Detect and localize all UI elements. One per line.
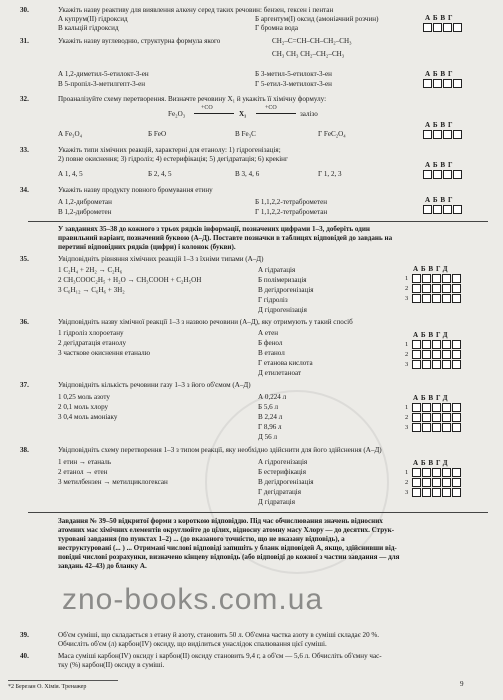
watermark: zno-books.com.ua — [62, 583, 324, 616]
answer-cell[interactable] — [412, 340, 421, 349]
q32-number: 32. — [20, 95, 29, 103]
answer-cell[interactable] — [422, 468, 431, 477]
answer-cell[interactable] — [422, 360, 431, 369]
q32-option-a: А Fe₃O₄ — [58, 130, 83, 138]
q36-right-e: Д етилетаноат — [258, 369, 302, 377]
answer-cell[interactable] — [442, 413, 451, 422]
answer-cell[interactable] — [412, 468, 421, 477]
answer-cell[interactable] — [422, 423, 431, 432]
grid-row-number: 1 — [405, 468, 409, 476]
grid-row-number: 1 — [405, 274, 409, 282]
q40-text: Маса суміші карбон(IV) оксиду і карбон(ІІ) оксиду становить 9,4 г, а об'єм — 5,6 л. Обчисліть об'ємну час- — [58, 652, 382, 660]
q39-text: Об'єм суміші, що складається з етану й азоту, становить 50 л. Об'ємна частка азоту в суміші складає 20 %. — [58, 631, 380, 639]
q36-left-3: 3 часткове окиснення етаналю — [58, 349, 150, 357]
q33-option-b: Б 2, 4, 5 — [148, 170, 172, 178]
q36-left-1: 1 гідроліз хлороетану — [58, 329, 124, 337]
q31-formula-line2: CH₃ CH₃ CH₂–CH₂–CH₃ — [272, 50, 345, 58]
q32-option-d: Г FeC₂O₄ — [318, 130, 346, 138]
answer-cell[interactable] — [422, 488, 431, 497]
grid-row-number: 3 — [405, 294, 409, 302]
q38-right-e: Д гідратація — [258, 498, 295, 506]
grid-row-number: 3 — [405, 360, 409, 368]
answer-cell[interactable] — [432, 488, 441, 497]
answer-cell[interactable] — [412, 488, 421, 497]
grid-row-number: 1 — [405, 403, 409, 411]
q30-answer-cells[interactable] — [423, 23, 462, 32]
q31-answer-cells[interactable] — [423, 79, 462, 88]
intro39-line1: Завдання № 39–50 відкритої форми з короткою відповіддю. Під час обчислювання значень відносних — [58, 517, 383, 525]
answer-cell[interactable] — [412, 350, 421, 359]
q38-right-a: А гідрогенізація — [258, 458, 308, 466]
answer-cell[interactable] — [422, 413, 431, 422]
answer-cell[interactable] — [412, 274, 421, 283]
answer-cell[interactable] — [412, 284, 421, 293]
answer-cell[interactable] — [442, 468, 451, 477]
q30-option-a: А купрум(ІІ) гідроксид — [58, 15, 128, 23]
intro39-line6: завдань 42–43) до бланку А. — [58, 562, 147, 570]
answer-cell[interactable] — [442, 274, 451, 283]
answer-cell[interactable] — [432, 274, 441, 283]
q34-number: 34. — [20, 186, 29, 194]
q33-option-a: А 1, 4, 5 — [58, 170, 83, 178]
answer-cell[interactable] — [422, 294, 431, 303]
q34-option-b: Б 1,1,2,2-тетраброметен — [255, 198, 328, 206]
answer-cell[interactable] — [412, 360, 421, 369]
answer-cell[interactable] — [432, 468, 441, 477]
q32-scheme-mid: X₁ — [239, 110, 247, 118]
q38-answer-grid[interactable] — [405, 468, 461, 498]
q40-number: 40. — [20, 652, 29, 660]
q36-text: Увідповідніть назву хімічної реакції 1–3 з назвою речовини (А–Д), яку отримують у такий спосіб — [58, 318, 353, 326]
answer-cell[interactable] — [442, 403, 451, 412]
q37-text: Увідповідніть кількість речовини газу 1–3 з його об'ємом (А–Д) — [58, 381, 251, 389]
q40-text-line2: тку (%) карбон(ІІ) оксиду в суміші. — [58, 661, 165, 669]
q35-right-c: В дегідрогенізація — [258, 286, 314, 294]
divider — [28, 512, 488, 513]
q37-left-3: 3 0,4 моль амоніаку — [58, 413, 118, 421]
q37-answer-grid[interactable] — [405, 403, 461, 433]
answer-cell[interactable] — [452, 468, 461, 477]
answer-cell[interactable] — [452, 340, 461, 349]
q38-left-2: 2 етанол → етен — [58, 468, 108, 476]
answer-cell[interactable] — [442, 423, 451, 432]
q32-scheme-start: Fe₂O₃ — [168, 110, 186, 118]
answer-cell[interactable] — [442, 284, 451, 293]
q33-option-c: В 3, 4, 6 — [235, 170, 260, 178]
q38-left-1: 1 етин → етаналь — [58, 458, 112, 466]
answer-cell[interactable] — [412, 478, 421, 487]
intro35-line2: правильний варіант, позначений буквою (А–Д). Поставте позначки в таблицях відповідей до завдань на — [58, 234, 393, 242]
q36-number: 36. — [20, 318, 29, 326]
answer-cell[interactable] — [432, 478, 441, 487]
q35-number: 35. — [20, 255, 29, 263]
q31-grid-header: АБВГ — [425, 70, 456, 78]
q30-option-d: Г бромна вода — [255, 24, 299, 32]
q32-text: Проаналізуйте схему перетворення. Визначте речовину X₁ й укажіть її хімічну формулу: — [58, 95, 327, 103]
answer-cell[interactable] — [452, 294, 461, 303]
answer-cell[interactable] — [442, 340, 451, 349]
q34-option-a: А 1,2-диброметан — [58, 198, 112, 206]
q38-grid-header: АБВГД — [413, 459, 451, 467]
q35-right-e: Д гідрогенізація — [258, 306, 307, 314]
q32-scheme-end: залізо — [300, 110, 318, 118]
answer-cell[interactable] — [452, 423, 461, 432]
q35-right-a: А гідратація — [258, 266, 296, 274]
answer-cell[interactable] — [452, 488, 461, 497]
grid-row-number: 3 — [405, 423, 409, 431]
grid-row-number: 2 — [405, 478, 409, 486]
q32-arrow2 — [256, 113, 296, 114]
answer-cell[interactable] — [422, 478, 431, 487]
q30-grid-header: АБВГ — [425, 14, 456, 22]
q35-left-1: 1 C₂H₄ + 2H₂ → C₂H₆ — [58, 266, 123, 274]
q38-right-b: Б естерифікація — [258, 468, 306, 476]
q34-option-d: Г 1,1,2,2-тетраброметан — [255, 208, 328, 216]
q36-right-a: А етен — [258, 329, 279, 337]
q35-right-d: Г гідроліз — [258, 296, 288, 304]
page-number: 9 — [460, 680, 464, 688]
q33-answer-cells[interactable] — [423, 170, 462, 179]
answer-cell[interactable] — [422, 274, 431, 283]
q35-left-2: 2 CH₃COOC₂H₅ + H₂O → CH₃COOH + C₂H₅OH — [58, 276, 202, 284]
grid-row-number: 2 — [405, 350, 409, 358]
q30-option-b: Б аргентум(І) оксид (амоніачний розчин) — [255, 15, 379, 23]
q31-option-a: А 1,2-диметил-5-етилокт-3-ен — [58, 70, 149, 78]
q31-text: Укажіть назву вуглеводню, структурна формула якого — [58, 37, 221, 45]
q32-answer-cells[interactable] — [423, 130, 462, 139]
q37-number: 37. — [20, 381, 29, 389]
answer-cell[interactable] — [452, 413, 461, 422]
intro35-line3: перетині відповідних рядків (цифри) і колонок (букви). — [58, 243, 236, 251]
answer-cell[interactable] — [452, 284, 461, 293]
answer-cell[interactable] — [412, 423, 421, 432]
q33-text: Укажіть типи хімічних реакцій, характерні для етанолу: 1) гідрогенізація; — [58, 146, 281, 154]
q33-number: 33. — [20, 146, 29, 154]
q30-text: Укажіть назву реактиву для виявлення алкену серед таких речовин: бензен, гексен і пентан — [58, 6, 334, 14]
intro39-line4: неструктуровані (... ) ... Отримані числові відповіді запишіть у бланк відповідей А, якщо, здійснивши від- — [58, 544, 397, 552]
q32-arrow2-label: +CO — [265, 105, 277, 111]
answer-cell[interactable] — [432, 413, 441, 422]
q38-number: 38. — [20, 446, 29, 454]
answer-cell[interactable] — [442, 350, 451, 359]
q38-right-d: Г дегідратація — [258, 488, 301, 496]
q31-option-d: Г 5-етил-3-метилокт-3-ен — [255, 80, 332, 88]
q39-number: 39. — [20, 631, 29, 639]
grid-row-number: 3 — [405, 488, 409, 496]
footnote: *2 Березан О. Хімія. Тренажер — [8, 684, 87, 690]
answer-cell[interactable] — [432, 284, 441, 293]
answer-cell[interactable] — [432, 403, 441, 412]
answer-cell[interactable] — [432, 423, 441, 432]
q30-option-c: В кальцій гідроксид — [58, 24, 119, 32]
q37-right-c: В 2,24 л — [258, 413, 283, 421]
q33-option-d: Г 1, 2, 3 — [318, 170, 342, 178]
q37-grid-header: АБВГД — [413, 394, 451, 402]
q35-left-3: 3 C₆H₁₂ → C₆H₆ + 3H₂ — [58, 286, 125, 294]
q33-text-line2: 2) повне окиснення; 3) гідроліз; 4) естерифікація; 5) дегідратація; 6) крекінг — [58, 155, 288, 163]
q32-arrow1-label: +CO — [201, 105, 213, 111]
answer-cell[interactable] — [432, 340, 441, 349]
answer-cell[interactable] — [442, 488, 451, 497]
answer-cell[interactable] — [412, 413, 421, 422]
q37-right-e: Д 56 л — [258, 433, 278, 441]
q36-grid-header: АБВГД — [413, 331, 451, 339]
answer-cell[interactable] — [422, 284, 431, 293]
q36-right-c: В етанол — [258, 349, 285, 357]
q39-text-line2: Обчисліть об'єм (л) карбон(IV) оксиду, що виділиться унаслідок спалювання цієї суміші. — [58, 640, 327, 648]
q32-option-b: Б FeO — [148, 130, 167, 138]
answer-cell[interactable] — [422, 350, 431, 359]
q37-left-2: 2 0,1 моль хлору — [58, 403, 109, 411]
q35-right-b: Б полімеризація — [258, 276, 307, 284]
answer-cell[interactable] — [452, 274, 461, 283]
q37-right-b: Б 5,6 л — [258, 403, 279, 411]
answer-cell[interactable] — [422, 403, 431, 412]
q34-grid-header: АБВГ — [425, 196, 456, 204]
q36-right-b: Б фенол — [258, 339, 283, 347]
q35-text: Увідповідніть рівняння хімічних реакцій 1–3 з їхніми типами (А–Д) — [58, 255, 264, 263]
q31-number: 31. — [20, 37, 29, 45]
footnote-rule — [8, 680, 118, 681]
q35-answer-grid[interactable] — [405, 274, 461, 304]
q35-grid-header: АБВГД — [413, 265, 451, 273]
answer-cell[interactable] — [432, 350, 441, 359]
answer-cell[interactable] — [422, 340, 431, 349]
q37-right-a: А 0,224 л — [258, 393, 287, 401]
answer-cell[interactable] — [442, 360, 451, 369]
grid-row-number: 2 — [405, 413, 409, 421]
q34-text: Укажіть назву продукту повного бромування етину — [58, 186, 213, 194]
q34-answer-cells[interactable] — [423, 205, 462, 214]
divider — [28, 221, 488, 222]
q37-left-1: 1 0,25 моль азоту — [58, 393, 110, 401]
q30-number: 30. — [20, 6, 29, 14]
intro39-line5: повідні числові розрахунки, визначено кінцеву відповідь (або відповіді до кожної з частин завдання — для — [58, 553, 400, 561]
answer-cell[interactable] — [412, 403, 421, 412]
intro39-line2: атомних мас хімічних елементів округлюйте до цілих, відносну атомну масу Хлору — до десятих. Струк- — [58, 526, 395, 534]
answer-cell[interactable] — [442, 294, 451, 303]
intro35-line1: У завданнях 35–38 до кожного з трьох рядків інформації, позначених цифрами 1–3, доберіть один — [58, 225, 370, 233]
q32-grid-header: АБВГ — [425, 121, 456, 129]
answer-cell[interactable] — [412, 294, 421, 303]
q38-right-c: В дегідрогенізація — [258, 478, 314, 486]
q38-left-3: 3 метилбензен → метилциклогексан — [58, 478, 168, 486]
answer-cell[interactable] — [432, 360, 441, 369]
q34-option-c: В 1,2-диброметен — [58, 208, 112, 216]
answer-cell[interactable] — [452, 478, 461, 487]
q31-option-b: Б 3-метил-5-етилокт-3-ен — [255, 70, 332, 78]
answer-cell[interactable] — [452, 403, 461, 412]
q32-arrow1 — [194, 113, 234, 114]
grid-row-number: 1 — [405, 340, 409, 348]
answer-cell[interactable] — [452, 360, 461, 369]
q38-text: Увідповідніть схему перетворення 1–3 з типом реакції, яку необхідно здійснити для його здійснення (А–Д) — [58, 446, 382, 454]
intro39-line3: туровані завдання (по пунктах 1–2) ... (до вказаного точністю, що не вказану відповідь), а — [58, 535, 345, 543]
grid-row-number: 2 — [405, 284, 409, 292]
q33-grid-header: АБВГ — [425, 161, 456, 169]
q37-right-d: Г 8,96 л — [258, 423, 282, 431]
answer-cell[interactable] — [432, 294, 441, 303]
q31-formula-line1: CH₂–C=CH–CH–CH₂–CH₃ — [272, 37, 352, 45]
answer-cell[interactable] — [452, 350, 461, 359]
q36-right-d: Г етанова кислота — [258, 359, 313, 367]
q36-answer-grid[interactable] — [405, 340, 461, 370]
answer-cell[interactable] — [442, 478, 451, 487]
q32-option-c: В Fe₃C — [235, 130, 256, 138]
q31-option-c: В 5-пропіл-3-метилгепт-3-ен — [58, 80, 146, 88]
q36-left-2: 2 дегідратація етанолу — [58, 339, 127, 347]
